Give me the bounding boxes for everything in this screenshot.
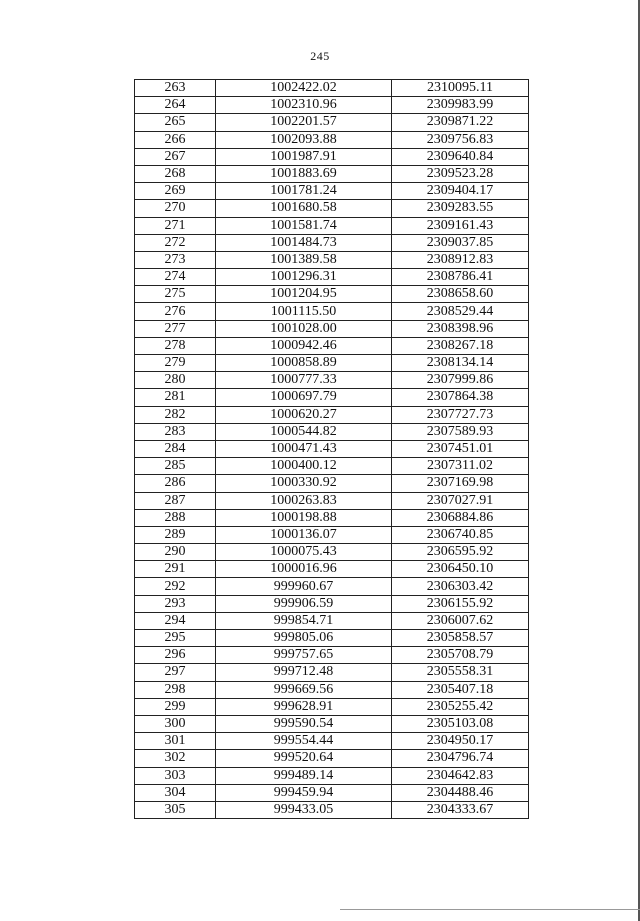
table-row bbox=[135, 475, 529, 492]
y-coordinate-cell: 2308267.18 bbox=[392, 337, 529, 354]
table-row bbox=[135, 715, 529, 732]
table-row bbox=[135, 355, 529, 372]
x-coordinate-cell: 1001296.31 bbox=[216, 269, 392, 286]
x-coordinate-cell: 999433.05 bbox=[216, 801, 392, 818]
x-coordinate-cell: 1001484.73 bbox=[216, 234, 392, 251]
table-row bbox=[135, 114, 529, 131]
y-coordinate-cell: 2304796.74 bbox=[392, 750, 529, 767]
point-number-cell: 267 bbox=[135, 148, 216, 165]
point-number-cell: 277 bbox=[135, 320, 216, 337]
point-number-cell: 297 bbox=[135, 664, 216, 681]
point-number-cell: 305 bbox=[135, 801, 216, 818]
y-coordinate-cell: 2304488.46 bbox=[392, 784, 529, 801]
x-coordinate-cell: 999712.48 bbox=[216, 664, 392, 681]
table-row bbox=[135, 526, 529, 543]
point-number-cell: 299 bbox=[135, 698, 216, 715]
x-coordinate-cell: 999757.65 bbox=[216, 647, 392, 664]
y-coordinate-cell: 2305558.31 bbox=[392, 664, 529, 681]
table-row bbox=[135, 509, 529, 526]
y-coordinate-cell: 2309640.84 bbox=[392, 148, 529, 165]
x-coordinate-cell: 1000858.89 bbox=[216, 355, 392, 372]
x-coordinate-cell: 1000198.88 bbox=[216, 509, 392, 526]
x-coordinate-cell: 1001883.69 bbox=[216, 165, 392, 182]
bottom-rule bbox=[340, 909, 640, 910]
y-coordinate-cell: 2305255.42 bbox=[392, 698, 529, 715]
point-number-cell: 290 bbox=[135, 544, 216, 561]
point-number-cell: 286 bbox=[135, 475, 216, 492]
table-row bbox=[135, 440, 529, 457]
table-row bbox=[135, 200, 529, 217]
x-coordinate-cell: 1000942.46 bbox=[216, 337, 392, 354]
y-coordinate-cell: 2305103.08 bbox=[392, 715, 529, 732]
point-number-cell: 266 bbox=[135, 131, 216, 148]
y-coordinate-cell: 2305858.57 bbox=[392, 630, 529, 647]
y-coordinate-cell: 2306595.92 bbox=[392, 544, 529, 561]
y-coordinate-cell: 2306155.92 bbox=[392, 595, 529, 612]
coordinate-table-body bbox=[135, 80, 529, 819]
table-row bbox=[135, 681, 529, 698]
point-number-cell: 302 bbox=[135, 750, 216, 767]
point-number-cell: 265 bbox=[135, 114, 216, 131]
point-number-cell: 279 bbox=[135, 355, 216, 372]
point-number-cell: 278 bbox=[135, 337, 216, 354]
point-number-cell: 294 bbox=[135, 612, 216, 629]
table-row bbox=[135, 303, 529, 320]
x-coordinate-cell: 999854.71 bbox=[216, 612, 392, 629]
point-number-cell: 293 bbox=[135, 595, 216, 612]
point-number-cell: 285 bbox=[135, 458, 216, 475]
point-number-cell: 271 bbox=[135, 217, 216, 234]
x-coordinate-cell: 1000330.92 bbox=[216, 475, 392, 492]
point-number-cell: 291 bbox=[135, 561, 216, 578]
table-row bbox=[135, 630, 529, 647]
table-row bbox=[135, 251, 529, 268]
x-coordinate-cell: 999520.64 bbox=[216, 750, 392, 767]
x-coordinate-cell: 1000263.83 bbox=[216, 492, 392, 509]
point-number-cell: 300 bbox=[135, 715, 216, 732]
x-coordinate-cell: 999554.44 bbox=[216, 733, 392, 750]
table-row bbox=[135, 561, 529, 578]
y-coordinate-cell: 2304642.83 bbox=[392, 767, 529, 784]
point-number-cell: 274 bbox=[135, 269, 216, 286]
x-coordinate-cell: 999590.54 bbox=[216, 715, 392, 732]
point-number-cell: 304 bbox=[135, 784, 216, 801]
y-coordinate-cell: 2307864.38 bbox=[392, 389, 529, 406]
table-row bbox=[135, 698, 529, 715]
table-row bbox=[135, 647, 529, 664]
x-coordinate-cell: 1000777.33 bbox=[216, 372, 392, 389]
table-row bbox=[135, 492, 529, 509]
point-number-cell: 288 bbox=[135, 509, 216, 526]
point-number-cell: 301 bbox=[135, 733, 216, 750]
y-coordinate-cell: 2306740.85 bbox=[392, 526, 529, 543]
table-row bbox=[135, 750, 529, 767]
table-row bbox=[135, 544, 529, 561]
table-row bbox=[135, 458, 529, 475]
page-number: 245 bbox=[310, 49, 330, 63]
point-number-cell: 263 bbox=[135, 80, 216, 97]
table-row bbox=[135, 733, 529, 750]
y-coordinate-cell: 2306450.10 bbox=[392, 561, 529, 578]
y-coordinate-cell: 2307451.01 bbox=[392, 440, 529, 457]
point-number-cell: 292 bbox=[135, 578, 216, 595]
x-coordinate-cell: 1002422.02 bbox=[216, 80, 392, 97]
point-number-cell: 269 bbox=[135, 183, 216, 200]
point-number-cell: 289 bbox=[135, 526, 216, 543]
y-coordinate-cell: 2308398.96 bbox=[392, 320, 529, 337]
point-number-cell: 282 bbox=[135, 406, 216, 423]
y-coordinate-cell: 2305407.18 bbox=[392, 681, 529, 698]
point-number-cell: 296 bbox=[135, 647, 216, 664]
x-coordinate-cell: 1001987.91 bbox=[216, 148, 392, 165]
table-row bbox=[135, 801, 529, 818]
point-number-cell: 275 bbox=[135, 286, 216, 303]
table-row bbox=[135, 165, 529, 182]
point-number-cell: 303 bbox=[135, 767, 216, 784]
x-coordinate-cell: 1000620.27 bbox=[216, 406, 392, 423]
x-coordinate-cell: 999906.59 bbox=[216, 595, 392, 612]
x-coordinate-cell: 999960.67 bbox=[216, 578, 392, 595]
table-row bbox=[135, 784, 529, 801]
y-coordinate-cell: 2304950.17 bbox=[392, 733, 529, 750]
x-coordinate-cell: 1000544.82 bbox=[216, 423, 392, 440]
point-number-cell: 276 bbox=[135, 303, 216, 320]
point-number-cell: 273 bbox=[135, 251, 216, 268]
y-coordinate-cell: 2309871.22 bbox=[392, 114, 529, 131]
table-row bbox=[135, 406, 529, 423]
y-coordinate-cell: 2307589.93 bbox=[392, 423, 529, 440]
x-coordinate-cell: 1001115.50 bbox=[216, 303, 392, 320]
table-row bbox=[135, 148, 529, 165]
table-row bbox=[135, 320, 529, 337]
y-coordinate-cell: 2308912.83 bbox=[392, 251, 529, 268]
point-number-cell: 284 bbox=[135, 440, 216, 457]
x-coordinate-cell: 1001781.24 bbox=[216, 183, 392, 200]
x-coordinate-cell: 1000075.43 bbox=[216, 544, 392, 561]
table-row bbox=[135, 389, 529, 406]
table-row bbox=[135, 234, 529, 251]
point-number-cell: 281 bbox=[135, 389, 216, 406]
y-coordinate-cell: 2306303.42 bbox=[392, 578, 529, 595]
y-coordinate-cell: 2306884.86 bbox=[392, 509, 529, 526]
y-coordinate-cell: 2304333.67 bbox=[392, 801, 529, 818]
y-coordinate-cell: 2309983.99 bbox=[392, 97, 529, 114]
x-coordinate-cell: 1001581.74 bbox=[216, 217, 392, 234]
point-number-cell: 283 bbox=[135, 423, 216, 440]
x-coordinate-cell: 1002093.88 bbox=[216, 131, 392, 148]
y-coordinate-cell: 2309404.17 bbox=[392, 183, 529, 200]
x-coordinate-cell: 1000697.79 bbox=[216, 389, 392, 406]
y-coordinate-cell: 2308529.44 bbox=[392, 303, 529, 320]
x-coordinate-cell: 1002201.57 bbox=[216, 114, 392, 131]
table-row bbox=[135, 578, 529, 595]
y-coordinate-cell: 2307727.73 bbox=[392, 406, 529, 423]
table-row bbox=[135, 612, 529, 629]
x-coordinate-cell: 1000471.43 bbox=[216, 440, 392, 457]
y-coordinate-cell: 2308134.14 bbox=[392, 355, 529, 372]
point-number-cell: 298 bbox=[135, 681, 216, 698]
table-row bbox=[135, 423, 529, 440]
x-coordinate-cell: 1000136.07 bbox=[216, 526, 392, 543]
point-number-cell: 280 bbox=[135, 372, 216, 389]
x-coordinate-cell: 1001680.58 bbox=[216, 200, 392, 217]
y-coordinate-cell: 2307027.91 bbox=[392, 492, 529, 509]
y-coordinate-cell: 2309161.43 bbox=[392, 217, 529, 234]
x-coordinate-cell: 1002310.96 bbox=[216, 97, 392, 114]
y-coordinate-cell: 2309283.55 bbox=[392, 200, 529, 217]
table-row bbox=[135, 217, 529, 234]
coordinate-table bbox=[134, 79, 529, 819]
x-coordinate-cell: 1000016.96 bbox=[216, 561, 392, 578]
table-row bbox=[135, 183, 529, 200]
x-coordinate-cell: 1001389.58 bbox=[216, 251, 392, 268]
x-coordinate-cell: 999805.06 bbox=[216, 630, 392, 647]
y-coordinate-cell: 2307999.86 bbox=[392, 372, 529, 389]
table-row bbox=[135, 286, 529, 303]
y-coordinate-cell: 2305708.79 bbox=[392, 647, 529, 664]
table-row bbox=[135, 269, 529, 286]
point-number-cell: 270 bbox=[135, 200, 216, 217]
y-coordinate-cell: 2309523.28 bbox=[392, 165, 529, 182]
x-coordinate-cell: 1001204.95 bbox=[216, 286, 392, 303]
x-coordinate-cell: 1001028.00 bbox=[216, 320, 392, 337]
y-coordinate-cell: 2308658.60 bbox=[392, 286, 529, 303]
x-coordinate-cell: 999489.14 bbox=[216, 767, 392, 784]
point-number-cell: 272 bbox=[135, 234, 216, 251]
x-coordinate-cell: 999669.56 bbox=[216, 681, 392, 698]
point-number-cell: 295 bbox=[135, 630, 216, 647]
y-coordinate-cell: 2307311.02 bbox=[392, 458, 529, 475]
point-number-cell: 268 bbox=[135, 165, 216, 182]
point-number-cell: 287 bbox=[135, 492, 216, 509]
y-coordinate-cell: 2308786.41 bbox=[392, 269, 529, 286]
table-row bbox=[135, 664, 529, 681]
x-coordinate-cell: 1000400.12 bbox=[216, 458, 392, 475]
table-row bbox=[135, 80, 529, 97]
table-row bbox=[135, 767, 529, 784]
y-coordinate-cell: 2310095.11 bbox=[392, 80, 529, 97]
table-row bbox=[135, 131, 529, 148]
table-row bbox=[135, 595, 529, 612]
x-coordinate-cell: 999628.91 bbox=[216, 698, 392, 715]
x-coordinate-cell: 999459.94 bbox=[216, 784, 392, 801]
table-row bbox=[135, 97, 529, 114]
point-number-cell: 264 bbox=[135, 97, 216, 114]
table-row bbox=[135, 372, 529, 389]
y-coordinate-cell: 2309756.83 bbox=[392, 131, 529, 148]
y-coordinate-cell: 2309037.85 bbox=[392, 234, 529, 251]
y-coordinate-cell: 2307169.98 bbox=[392, 475, 529, 492]
y-coordinate-cell: 2306007.62 bbox=[392, 612, 529, 629]
table-row bbox=[135, 337, 529, 354]
